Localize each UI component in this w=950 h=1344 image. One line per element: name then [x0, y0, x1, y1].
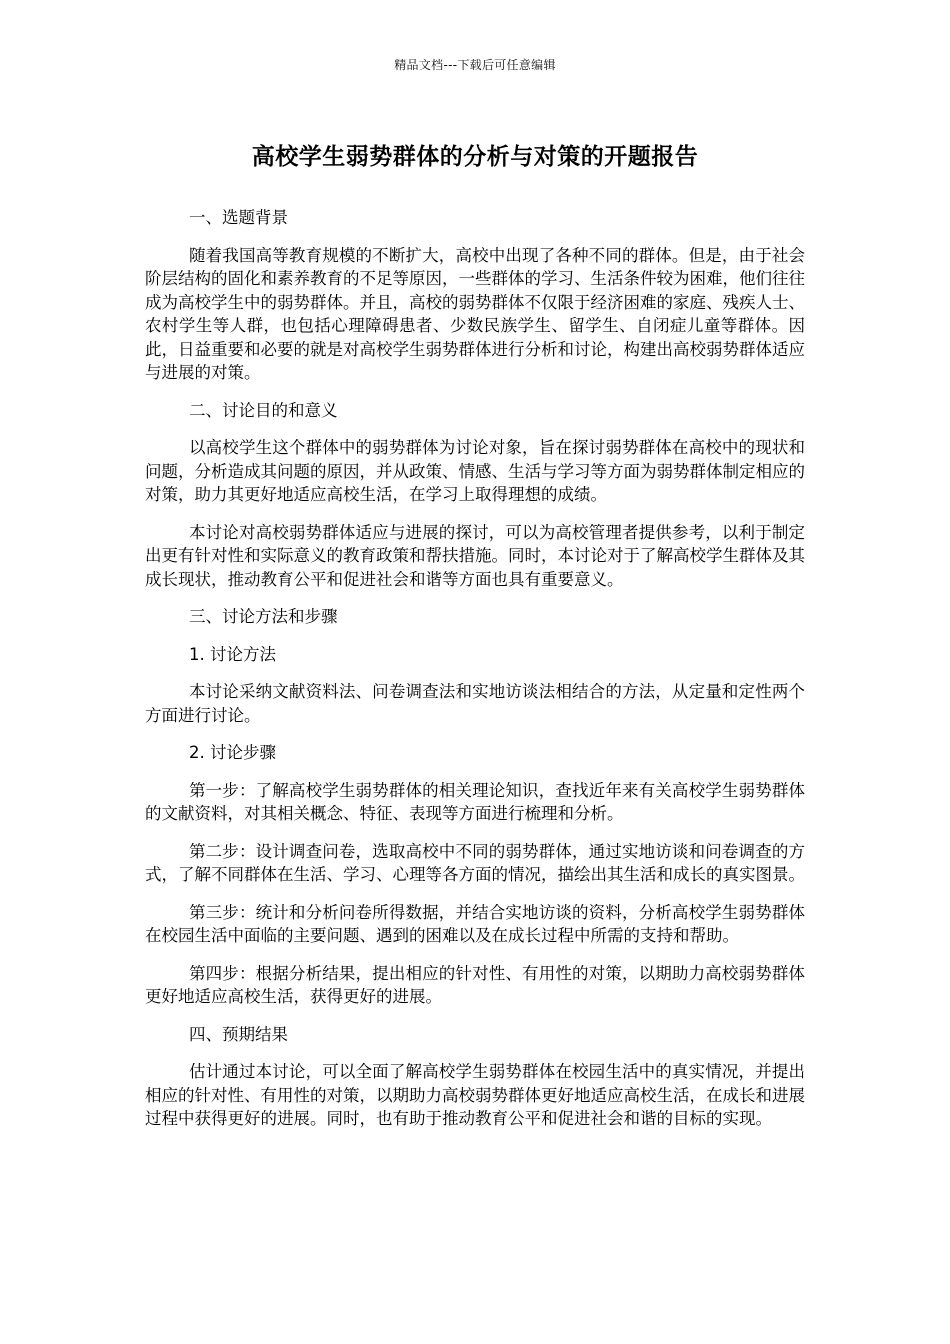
document-title: 高校学生弱势群体的分析与对策的开题报告 — [251, 144, 699, 170]
section-heading-results: 四、预期结果 — [189, 1024, 288, 1044]
paragraph-purpose-2: 本讨论对高校弱势群体适应与进展的探讨，可以为高校管理者提供参考，以利于制定出更有针对性和实际意义的教育政策和帮扶措施。同时，本讨论对于了解高校学生群体及其成长现状，推动教育公平和促进社会和谐等方面也具有重要意义。 — [145, 522, 805, 589]
paragraph-results: 估计通过本讨论，可以全面了解高校学生弱势群体在校园生活中的真实情况，并提出相应的针对性、有用性的对策，以期助力高校弱势群体更好地适应高校生活，在成长和进展过程中获得更好的进展。同时，也有助于推动教育公平和促进社会和谐的目标的实现。 — [145, 1062, 805, 1128]
section-heading-purpose: 二、讨论目的和意义 — [189, 400, 338, 420]
paragraph-step-4: 第四步：根据分析结果，提出相应的针对性、有用性的对策，以期助力高校弱势群体更好地适应高校生活，获得更好的进展。 — [145, 963, 805, 1006]
document-body — [145, 206, 805, 1145]
paragraph-step-1: 第一步：了解高校学生弱势群体的相关理论知识，查找近年来有关高校学生弱势群体的文献资料，对其相关概念、特征、表现等方面进行梳理和分析。 — [145, 780, 805, 823]
paragraph-method: 本讨论采纳文献资料法、问卷调查法和实地访谈法相结合的方法，从定量和定性两个方面进行讨论。 — [145, 682, 805, 725]
subheading-method: 1. 讨论方法 — [189, 644, 276, 664]
paragraph-step-3: 第三步：统计和分析问卷所得数据，并结合实地访谈的资料，分析高校学生弱势群体在校园生活中面临的主要问题、遇到的困难以及在成长过程中所需的支持和帮助。 — [145, 902, 805, 945]
section-heading-methods: 三、讨论方法和步骤 — [189, 607, 338, 626]
paragraph-background: 随着我国高等教育规模的不断扩大，高校中出现了各种不同的群体。但是，由于社会阶层结构的固化和素养教育的不足等原因，一些群体的学习、生活条件较为困难，他们往往成为高校学生中的弱势群体。并且，高校的弱势群体不仅限于经济困难的家庭、残疾人士、农村学生等人群，也包括心理障碍患者、少数民族学生、留学生、自闭症儿童等群体。因此，日益重要和必要的就是对高校学生弱势群体进行分析和讨论，构建出高校弱势群体适应与进展的对策。 — [145, 245, 805, 382]
section-heading-background: 一、选题背景 — [189, 208, 288, 227]
subheading-steps: 2. 讨论步骤 — [189, 743, 276, 762]
paragraph-purpose-1: 以高校学生这个群体中的弱势群体为讨论对象，旨在探讨弱势群体在高校中的现状和问题，分析造成其问题的原因，并从政策、情感、生活与学习等方面为弱势群体制定相应的对策，助力其更好地适应高校生活，在学习上取得理想的成绩。 — [145, 438, 805, 504]
paragraph-step-2: 第二步：设计调查问卷，选取高校中不同的弱势群体，通过实地访谈和问卷调查的方式，了解不同群体在生活、学习、心理等各方面的情况，描绘出其生活和成长的真实图景。 — [145, 841, 805, 884]
header-note: 精品文档---下载后可任意编辑 — [394, 58, 556, 72]
